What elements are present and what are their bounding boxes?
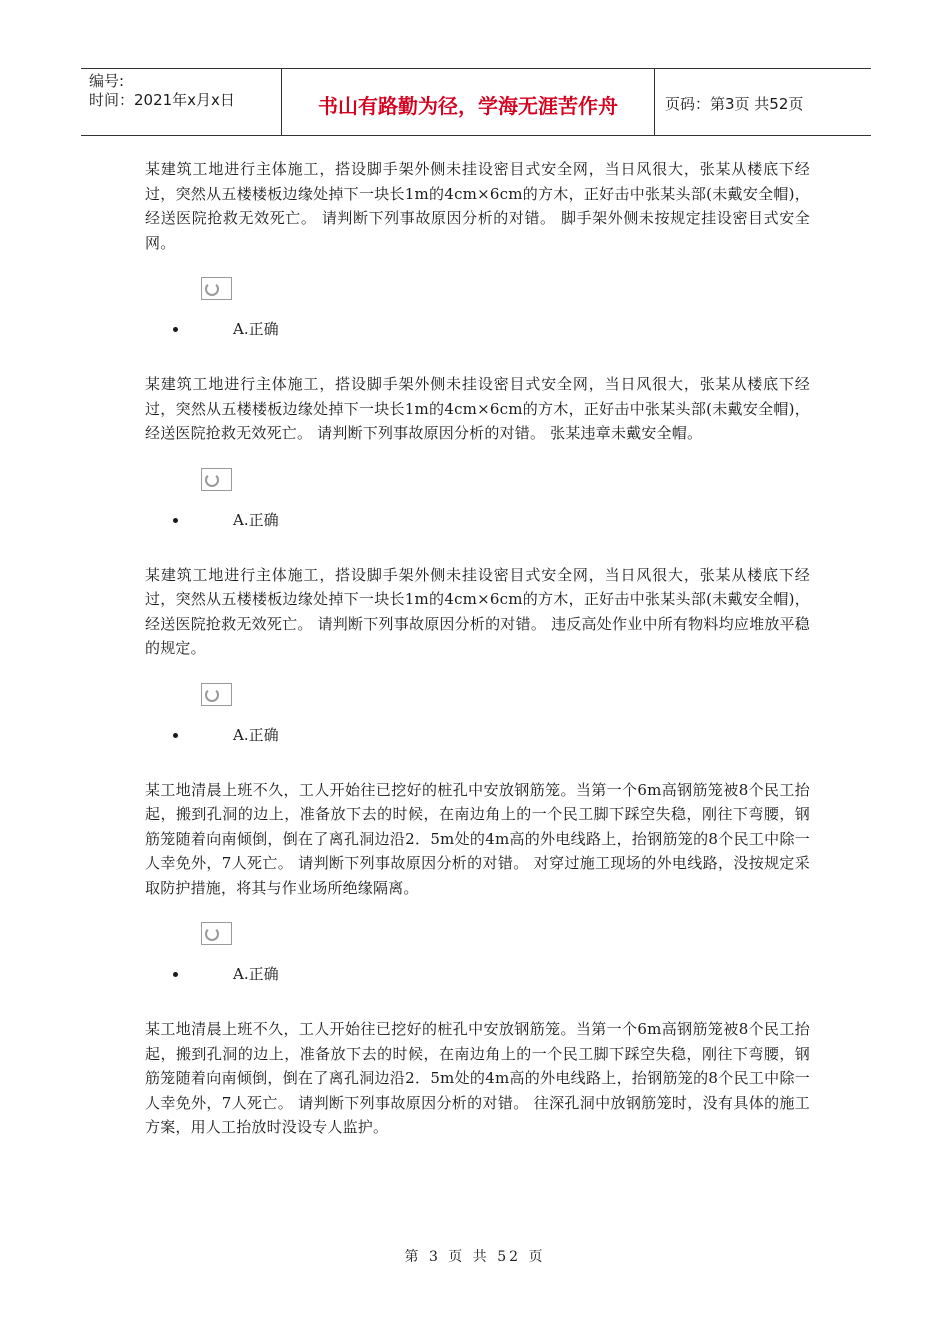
answer-radio-button[interactable] — [201, 683, 232, 706]
answer-radio-button[interactable] — [201, 468, 232, 491]
loading-spinner-icon — [205, 688, 219, 702]
option-label: A.正确 — [233, 725, 279, 744]
header-page-info: 页码：第3页 共52页 — [665, 94, 804, 113]
option-label: A.正确 — [233, 510, 279, 529]
question-text: 某建筑工地进行主体施工，搭设脚手架外侧未挂设密目式安全网，当日风很大，张某从楼底下经过，突然从五楼楼板边缘处掉下一块长1m的4cm×6cm的方木，正好击中张某头部(未戴安全帽)，经送医院抢救无效死亡。 请判断下列事故原因分析的对错。 脚手架外侧未按规定挂设密目式安全网。 — [145, 160, 810, 252]
header-motto: 书山有路勤为径，学海无涯苦作舟 — [282, 69, 655, 135]
answer-option[interactable] — [145, 724, 810, 746]
page-footer: 第 3 页 共 52 页 — [404, 1249, 546, 1265]
page-header — [81, 68, 871, 136]
question-item — [145, 1017, 810, 1140]
question-item — [145, 778, 810, 986]
question-list — [145, 157, 810, 1140]
header-meta — [81, 69, 282, 135]
question-text: 某建筑工地进行主体施工，搭设脚手架外侧未挂设密目式安全网，当日风很大，张某从楼底下经过，突然从五楼楼板边缘处掉下一块长1m的4cm×6cm的方木，正好击中张某头部(未戴安全帽)，经送医院抢救无效死亡。 请判断下列事故原因分析的对错。 张某违章未戴安全帽。 — [145, 375, 810, 442]
loading-spinner-icon — [205, 282, 219, 296]
document-code-label: 编号: — [89, 72, 125, 90]
question-text: 某工地清晨上班不久，工人开始往已挖好的桩孔中安放钢筋笼。当第一个6m高钢筋笼被8个民工抬起，搬到孔洞的边上，准备放下去的时候，在南边角上的一个民工脚下踩空失稳，刚往下弯腰，钢筋笼随着向南倾倒，倒在了离孔洞边沿2．5m处的4m高的外电线路上，抬钢筋笼的8个民工中除一人幸免外，7人死亡。 请判断下列事故原因分析的对错。 往深孔洞中放钢筋笼时，没有具体的施工方案，用人工抬放时没设专人监护。 — [145, 1020, 810, 1136]
bullet-icon — [173, 327, 178, 332]
option-label: A.正确 — [233, 320, 279, 338]
loading-spinner-icon — [205, 927, 219, 941]
answer-option[interactable] — [145, 318, 810, 340]
question-text: 某工地清晨上班不久，工人开始往已挖好的桩孔中安放钢筋笼。当第一个6m高钢筋笼被8个民工抬起，搬到孔洞的边上，准备放下去的时候，在南边角上的一个民工脚下踩空失稳，刚往下弯腰，钢筋笼随着向南倾倒，倒在了离孔洞边沿2．5m处的4m高的外电线路上，抬钢筋笼的8个民工中除一人幸免外，7人死亡。 请判断下列事故原因分析的对错。 对穿过施工现场的外电线路，没按规定采取防护措施，将其与作业场所绝缘隔离。 — [145, 780, 810, 897]
bullet-icon — [173, 972, 178, 977]
document-date: 时间：2021年x月x日 — [89, 91, 235, 109]
question-text: 某建筑工地进行主体施工，搭设脚手架外侧未挂设密目式安全网，当日风很大，张某从楼底下经过，突然从五楼楼板边缘处掉下一块长1m的4cm×6cm的方木，正好击中张某头部(未戴安全帽)，经送医院抢救无效死亡。 请判断下列事故原因分析的对错。 违反高处作业中所有物料均应堆放平稳的规定。 — [145, 565, 810, 657]
answer-radio-button[interactable] — [201, 277, 232, 300]
loading-spinner-icon — [205, 473, 219, 487]
option-label: A.正确 — [233, 965, 279, 983]
bullet-icon — [173, 518, 178, 523]
question-item — [145, 563, 810, 746]
bullet-icon — [173, 733, 178, 738]
question-item — [145, 157, 810, 340]
answer-option[interactable] — [145, 963, 810, 985]
answer-option[interactable] — [145, 509, 810, 531]
question-item — [145, 372, 810, 531]
answer-radio-button[interactable] — [201, 922, 232, 945]
